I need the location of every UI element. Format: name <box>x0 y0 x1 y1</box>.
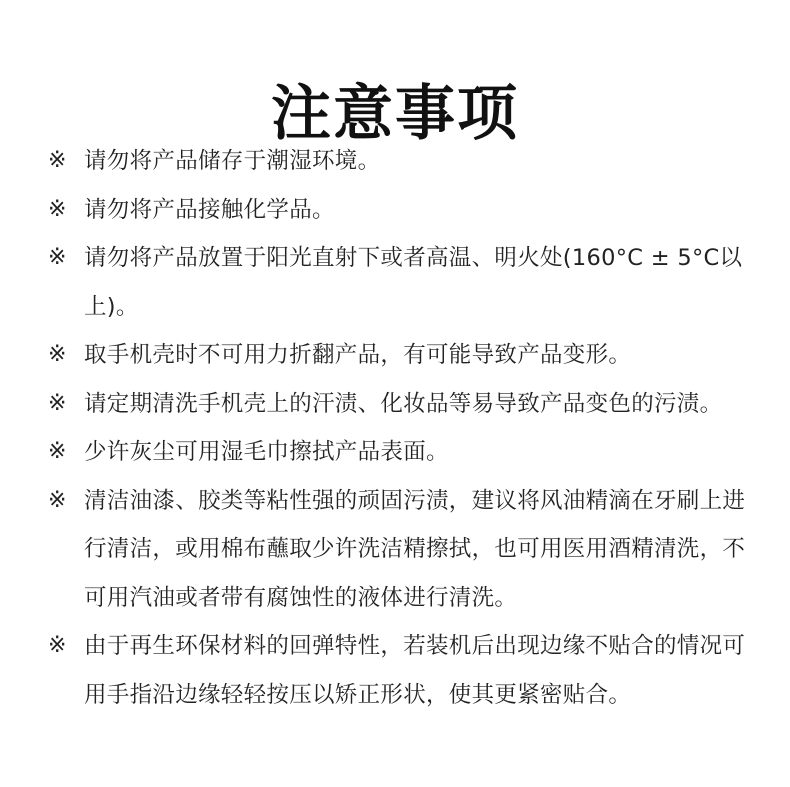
reference-mark-icon: ※ <box>48 148 67 173</box>
note-text: 请定期清洗手机壳上的汗渍、化妆品等易导致产品变色的污渍。 <box>84 390 723 417</box>
note-item <box>48 137 748 186</box>
note-item <box>48 477 748 623</box>
notes-list <box>48 137 748 719</box>
note-text: 取手机壳时不可用力折翻产品，有可能导致产品变形。 <box>84 342 632 368</box>
note-item <box>48 622 748 719</box>
note-text: 请勿将产品放置于阳光直射下或者高温、明火处(160°C ± 5°C以上)。 <box>84 245 743 320</box>
reference-mark-icon: ※ <box>48 390 67 416</box>
note-item <box>48 428 748 477</box>
reference-mark-icon: ※ <box>48 196 67 222</box>
note-item <box>48 331 748 380</box>
note-item <box>48 186 748 235</box>
note-text: 请勿将产品接触化学品。 <box>84 196 335 223</box>
note-item <box>48 234 748 331</box>
note-item <box>48 380 748 429</box>
note-text: 清洁油漆、胶类等粘性强的顽固污渍，建议将风油精滴在牙刷上进行清洁，或用棉布蘸取少许洗洁精擦拭，也可用医用酒精清洗，不可用汽油或者带有腐蚀性的液体进行清洗。 <box>84 487 746 611</box>
reference-mark-icon: ※ <box>48 487 67 513</box>
page-title: 注意事项 <box>271 79 519 150</box>
reference-mark-icon: ※ <box>48 245 67 270</box>
note-text: 少许灰尘可用湿毛巾擦拭产品表面。 <box>84 439 449 465</box>
note-text: 由于再生环保材料的回弹特性，若装机后出现边缘不贴合的情况可用手指沿边缘轻轻按压以矫正形状，使其更紧密贴合。 <box>84 633 746 708</box>
reference-mark-icon: ※ <box>48 342 67 367</box>
note-text: 请勿将产品储存于潮湿环境。 <box>84 148 381 174</box>
reference-mark-icon: ※ <box>48 439 67 464</box>
reference-mark-icon: ※ <box>48 633 67 658</box>
